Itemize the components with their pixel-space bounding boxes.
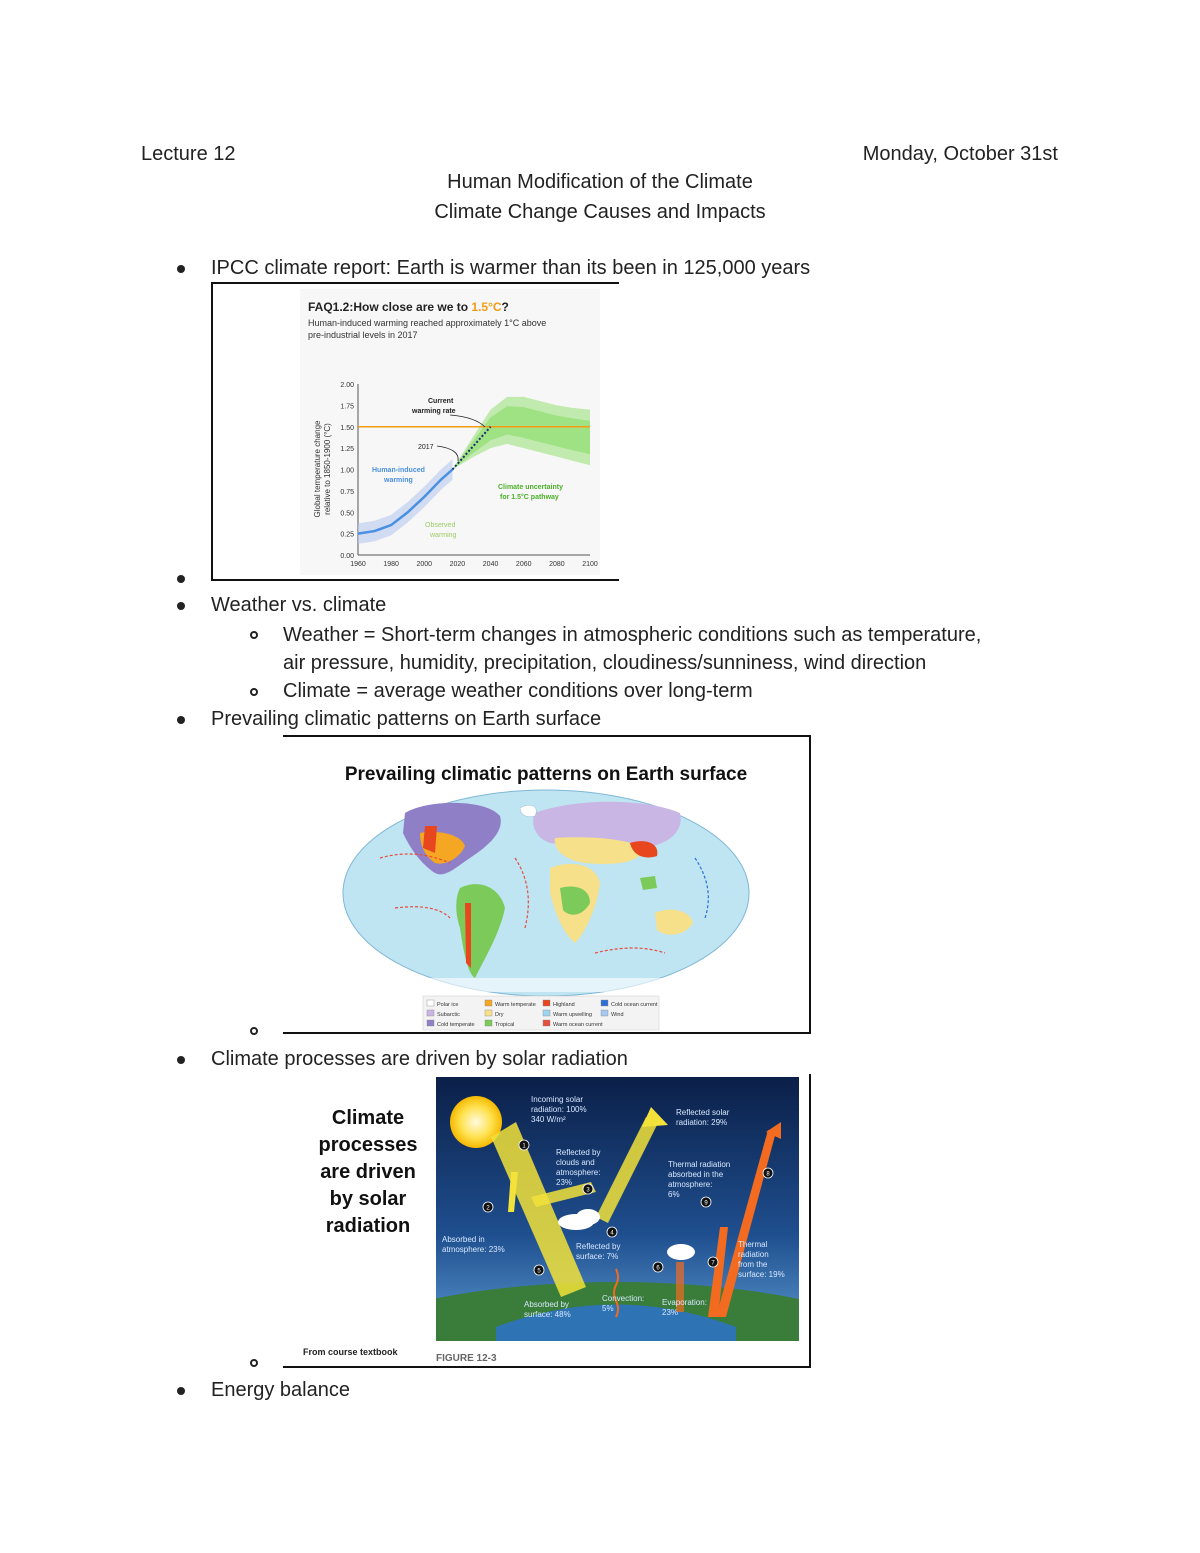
bullet-marker [177, 575, 185, 583]
y-tick-label: 1.00 [340, 467, 354, 475]
step-number: 3 [586, 1187, 590, 1194]
legend-swatch [485, 1000, 492, 1006]
legend-swatch [543, 1020, 550, 1026]
step-number: 2 [486, 1205, 490, 1212]
bullet-solar-radiation: Climate processes are driven by solar radiation [211, 1048, 628, 1070]
legend-swatch [427, 1000, 434, 1006]
chart-annotation: Current [428, 398, 454, 405]
bullet-prevailing-patterns: Prevailing climatic patterns on Earth surface [211, 708, 602, 730]
label-reflected-clouds: 23% [556, 1178, 573, 1187]
legend-swatch [601, 1000, 608, 1006]
chart-annotation: warming [384, 477, 413, 484]
label-thermal-surface: radiation [738, 1250, 769, 1259]
label-reflected-clouds: atmosphere: [556, 1168, 601, 1177]
legend-swatch [485, 1010, 492, 1016]
legend-label: Tropical [495, 1022, 515, 1028]
step-number: 5 [537, 1268, 541, 1275]
figure-number-caption: FIGURE 12-3 [436, 1353, 497, 1364]
chart-subtitle-line1: Human-induced warming reached approximately 1°C above [308, 318, 547, 328]
chart-annotation: Human-induced [372, 467, 425, 474]
legend-swatch [601, 1010, 608, 1016]
cloud-icon [667, 1244, 695, 1260]
ipcc-figure [300, 289, 600, 575]
solar-figure-side-title [300, 1105, 436, 1240]
y-tick-label: 0.50 [340, 510, 354, 518]
legend-label: Polar ice [437, 1002, 459, 1008]
bullet-marker [177, 265, 185, 273]
bullet-marker [177, 1056, 185, 1064]
label-thermal-absorbed: absorbed in the [668, 1170, 724, 1179]
label-incoming: 340 W/m² [531, 1115, 566, 1124]
y-axis-label-line2: relative to 1850-1900 (°C) [323, 423, 332, 515]
climate-map [285, 738, 807, 1031]
label-absorbed-atmosphere: Absorbed in [442, 1235, 485, 1244]
legend-swatch [427, 1010, 434, 1016]
label-incoming: radiation: 100% [531, 1105, 587, 1114]
legend-label: Highland [553, 1002, 575, 1008]
label-thermal-absorbed: 6% [668, 1190, 680, 1199]
label-absorbed-surface: Absorbed by [524, 1300, 569, 1309]
sub-bullet-marker [250, 1027, 258, 1035]
legend-label: Warm upwelling [553, 1012, 592, 1018]
lecture-date: Monday, October 31st [862, 143, 1058, 165]
legend-label: Warm temperate [495, 1002, 536, 1008]
antarctica-ice [425, 978, 665, 992]
label-thermal-surface: from the [738, 1260, 768, 1269]
ipcc-chart [300, 289, 600, 575]
image-border-right [809, 1074, 811, 1368]
image-border-top [211, 282, 619, 284]
sub-bullet-marker [250, 1359, 258, 1367]
map-title: Prevailing climatic patterns on Earth surface [344, 764, 748, 785]
sub-bullet-marker [250, 688, 258, 696]
label-thermal-absorbed: atmosphere: [668, 1180, 713, 1189]
document-subtitle: Climate Change Causes and Impacts [434, 201, 766, 223]
y-tick-label: 1.25 [340, 446, 354, 454]
label-reflected-clouds: clouds and [556, 1158, 595, 1167]
figure-source-caption: From course textbook [303, 1347, 398, 1357]
side-title-line: are driven [320, 1161, 416, 1183]
bullet-ipcc: IPCC climate report: Earth is warmer than its been in 125,000 years [211, 257, 811, 279]
label-reflected-surface: Reflected by [576, 1242, 621, 1251]
image-border-right [809, 735, 811, 1034]
weather-definition-line2: air pressure, humidity, precipitation, cloudiness/sunniness, wind direction [283, 652, 927, 674]
x-tick-label: 1980 [383, 561, 399, 568]
legend-swatch [427, 1020, 434, 1026]
label-evaporation: Evaporation: [662, 1298, 707, 1307]
side-title-line: processes [318, 1134, 418, 1156]
chart-annotation: 2017 [418, 444, 434, 451]
label-absorbed-atmosphere: atmosphere: 23% [442, 1245, 505, 1254]
y-tick-label: 0.25 [340, 531, 354, 539]
southeast-asia-tropical [640, 876, 657, 890]
x-tick-label: 2100 [582, 561, 598, 568]
cloud-icon [576, 1209, 600, 1225]
label-thermal-surface: Thermal [738, 1240, 768, 1249]
step-number: 9 [704, 1200, 708, 1207]
x-tick-label: 2040 [482, 561, 499, 568]
image-border-bottom [283, 1366, 811, 1368]
legend-label: Subarctic [437, 1012, 460, 1018]
bullet-energy-balance: Energy balance [211, 1379, 350, 1401]
y-tick-label: 0.00 [340, 553, 354, 560]
chart-annotation: warming rate [412, 408, 456, 415]
legend-swatch [543, 1000, 550, 1006]
label-reflected-solar: radiation: 29% [676, 1118, 728, 1127]
climate-map-figure [285, 738, 807, 1031]
step-number: 4 [610, 1230, 614, 1237]
step-number: 8 [766, 1171, 770, 1178]
legend-swatch [485, 1020, 492, 1026]
chart-annotation: Climate uncertainty [498, 484, 563, 491]
chart-annotation: warming [430, 532, 457, 539]
chart-annotation: for 1.5°C pathway [500, 494, 559, 501]
step-number: 7 [711, 1260, 715, 1267]
chart-annotation: Observed [425, 522, 456, 529]
y-tick-label: 0.75 [340, 488, 354, 496]
label-incoming: Incoming solar [531, 1095, 584, 1104]
image-border-top [283, 735, 811, 737]
weather-definition-line1: Weather = Short-term changes in atmospheric conditions such as temperature, [283, 624, 982, 646]
label-thermal-absorbed: Thermal radiation [668, 1160, 731, 1169]
label-thermal-surface: surface: 19% [738, 1270, 785, 1279]
label-convection: Convection: [602, 1294, 645, 1303]
legend-label: Cold temperate [437, 1022, 475, 1028]
y-tick-label: 2.00 [340, 382, 354, 389]
y-tick-label: 1.50 [340, 424, 354, 432]
step-number: 6 [656, 1265, 660, 1272]
label-reflected-clouds: Reflected by [556, 1148, 601, 1157]
legend-label: Dry [495, 1012, 504, 1018]
bullet-marker [177, 716, 185, 724]
label-evaporation: 23% [662, 1308, 679, 1317]
image-border-left [211, 282, 213, 580]
sub-bullet-marker [250, 631, 258, 639]
legend-label: Warm ocean current [553, 1022, 603, 1028]
bullet-weather-vs-climate: Weather vs. climate [211, 594, 387, 616]
step-number: 1 [522, 1143, 526, 1150]
climate-definition: Climate = average weather conditions over long-term [283, 680, 753, 702]
chart-title: FAQ1.2:How close are we to 1.5°C? [308, 300, 509, 314]
x-tick-label: 2020 [449, 561, 466, 568]
lecture-number: Lecture 12 [141, 143, 236, 165]
legend-label: Cold ocean current [611, 1002, 658, 1008]
side-title-line: radiation [325, 1215, 411, 1237]
x-tick-label: 2080 [549, 561, 565, 568]
bullet-marker [177, 1387, 185, 1395]
y-axis-label-line1: Global temperature change [313, 420, 322, 518]
y-tick-label: 1.75 [340, 403, 354, 411]
side-title-line: Climate [331, 1107, 405, 1129]
chart-subtitle-line2: pre-industrial levels in 2017 [308, 330, 418, 340]
legend-label: Wind [611, 1012, 624, 1018]
legend-swatch [543, 1010, 550, 1016]
document-title: Human Modification of the Climate [447, 171, 753, 193]
x-tick-label: 2000 [416, 561, 433, 568]
label-convection: 5% [602, 1304, 614, 1313]
label-reflected-surface: surface: 7% [576, 1252, 619, 1261]
side-title-line: by solar [329, 1188, 407, 1210]
label-absorbed-surface: surface: 48% [524, 1310, 571, 1319]
x-tick-label: 2060 [515, 561, 532, 568]
solar-radiation-figure [436, 1077, 799, 1341]
x-tick-label: 1960 [350, 561, 366, 568]
image-border-bottom [211, 579, 619, 581]
image-border-bottom [283, 1032, 811, 1034]
bullet-marker [177, 602, 185, 610]
energy-budget-diagram [436, 1077, 799, 1341]
label-reflected-solar: Reflected solar [676, 1108, 730, 1117]
